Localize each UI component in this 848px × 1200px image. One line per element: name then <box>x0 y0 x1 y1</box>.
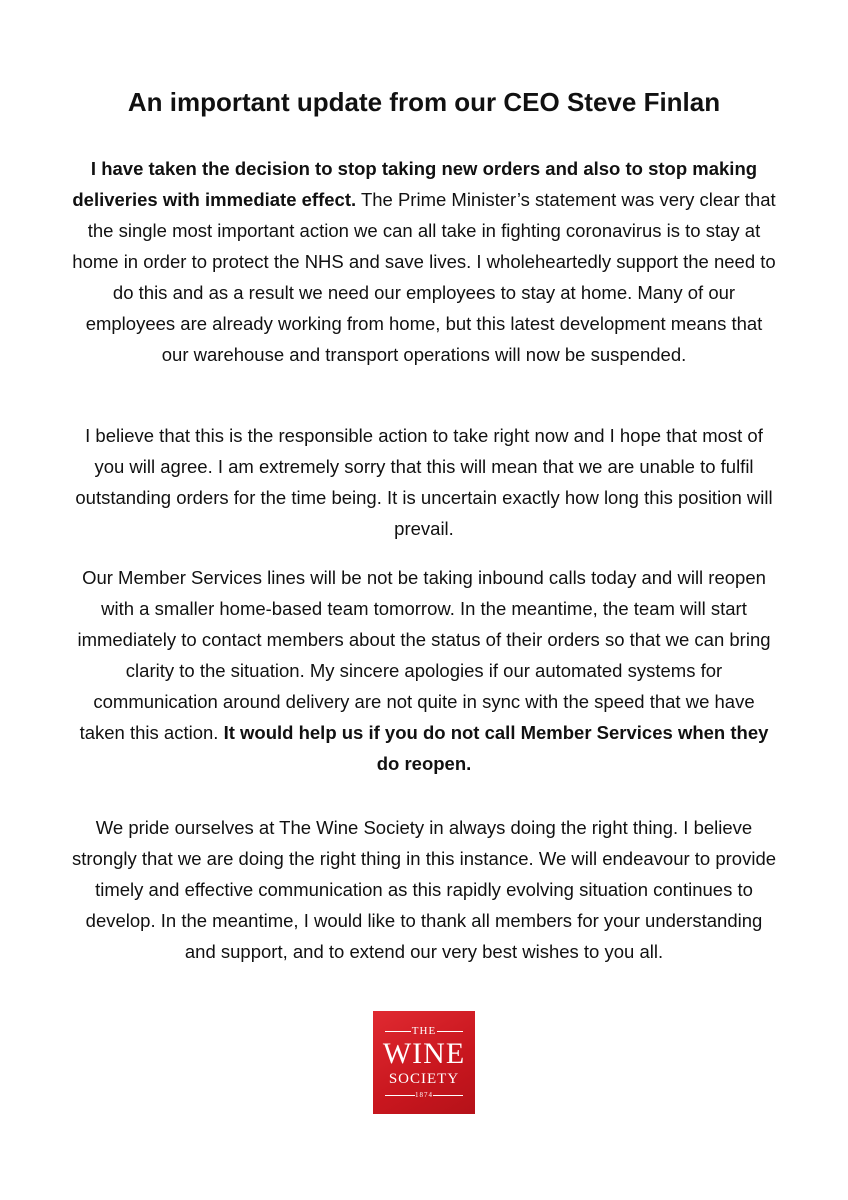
paragraph-4: We pride ourselves at The Wine Society in always doing the right thing. I believe strongly that we are doing the right thing in this instance. We will endeavour to provide timely and effective communication as this rapidly evolving situation continues to develop. In the meantime, I would like to thank all members for your understanding and support, and to extend our very best wishes to you all. <box>71 817 777 962</box>
paragraph-2: I believe that this is the responsible action to take right now and I hope that most of you will agree. I am extremely sorry that this will mean that we are unable to fulfil outstanding orders for the time being. It is uncertain exactly how long this position will prevail. <box>75 425 773 539</box>
logo-the: THE <box>411 1025 437 1037</box>
logo-year: 1874 <box>415 1091 433 1099</box>
paragraph-3-text: Our Member Services lines will be not be taking inbound calls today and will reopen with a smaller home-based team tomorrow. In the meantime, the team will start immediately to contact members about the status of their orders so that we can bring clarity to the situation. My sincere apologies if our automated systems for communication around delivery are not quite in sync with the speed that we have taken this action. <box>77 567 771 743</box>
paragraph-1-text: The Prime Minister’s statement was very clear that the single most important action we can all take in fighting coronavirus is to stay at home in order to protect the NHS and save lives. I wholeheartedly support the need to do this and as a result we need our employees to stay at home. Many of our employees are already working from home, but this latest development means that our warehouse and transport operations will now be suspended. <box>72 189 776 365</box>
wine-society-logo <box>373 1011 475 1114</box>
page-title: An important update from our CEO Steve Finlan <box>127 87 721 117</box>
logo-rule-right <box>437 1031 463 1032</box>
logo-wine: WINE <box>382 1037 466 1070</box>
paragraph-1 <box>70 153 778 370</box>
paragraph-1-bold-lead: I have taken the decision to stop taking new orders and also to stop making deliveries with immediate effect. <box>72 158 758 210</box>
paragraph-3-bold-tail: It would help us if you do not call Member Services when they do reopen. <box>223 722 769 774</box>
logo-year-rule-right <box>433 1095 463 1096</box>
paragraph-3 <box>70 562 778 779</box>
logo-society: SOCIETY <box>388 1071 460 1087</box>
